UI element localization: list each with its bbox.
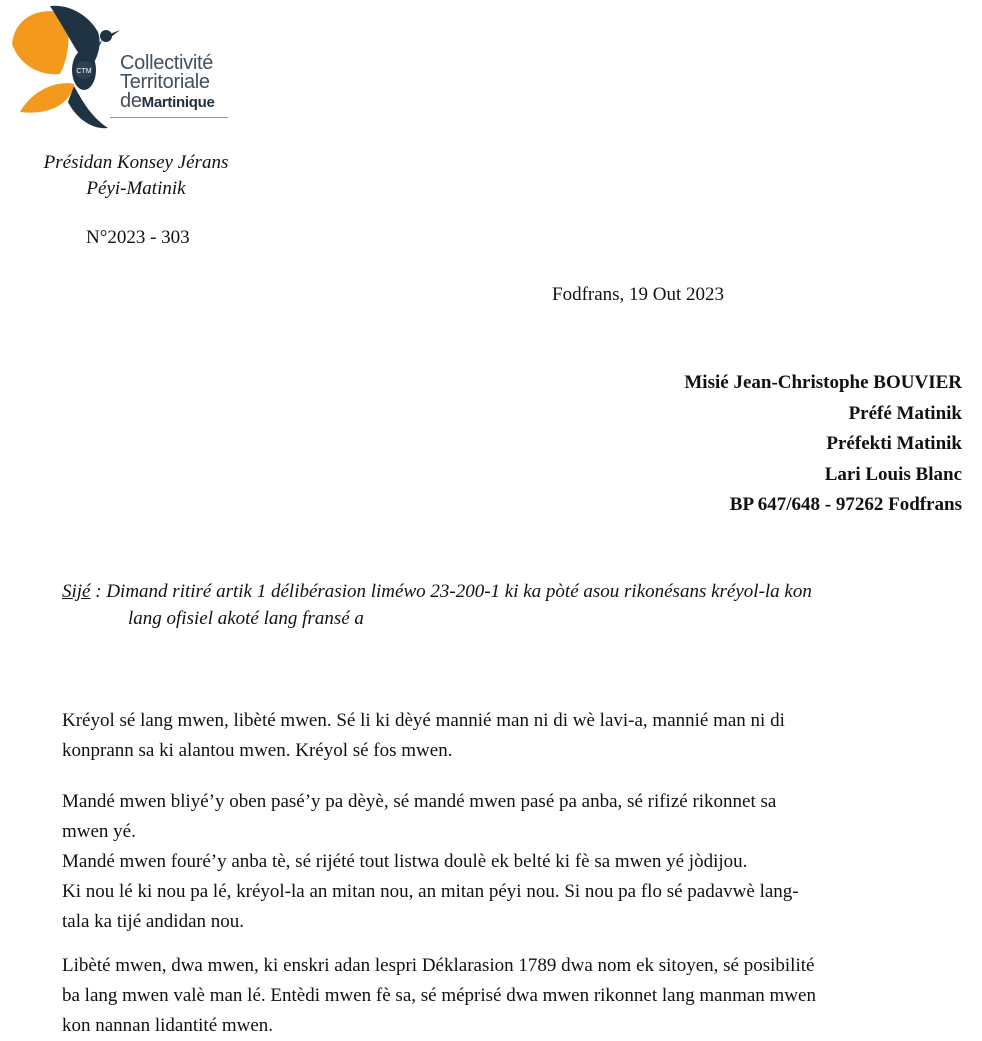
recipient-street: Lari Louis Blanc [824,463,962,485]
recipient-postal: BP 647/648 - 97262 Fodfrans [729,494,962,515]
body-line: ba lang mwen valè man lé. Entèdi mwen fè sa, sé méprisé dwa mwen rikonnet lang manman mwen [62,985,816,1006]
body-line: Libèté mwen, dwa mwen, ki enskri adan lespri Déklarasion 1789 dwa nom ek sitoyen, sé posibilité [62,955,815,976]
ctm-logo [10,4,234,134]
body-line: Mandé mwen fouré’y anba tè, sé rijété tout listwa doulè ek belté ki fè sa mwen yé jòdijou. [62,851,748,872]
sender-region: Péyi-Matinik [86,178,186,199]
body-line: konprann sa ki alantou mwen. Kréyol sé fos mwen. [62,740,453,761]
body-line: Ki nou lé ki nou pa lé, kréyol-la an mitan nou, an mitan péyi nou. Si nou pa flo sé padavwè lang- [62,881,799,902]
sender-block [20,150,252,202]
logo-line-3 [120,92,215,112]
subject-label: Sijé [62,581,91,602]
logo-line-1: Collectivité [120,52,214,74]
body-paragraph-1 [62,706,968,766]
body-line: Kréyol sé lang mwen, libèté mwen. Sé li ki dèyé mannié man ni di wè lavi-a, mannié man ni di [62,710,785,731]
body-paragraph-3 [62,951,968,1041]
reference-number: N°2023 - 303 [86,227,190,248]
subject-line-1 [62,578,966,605]
recipient-office: Préfekti Matinik [826,433,962,454]
body-line: kon nannan lidantité mwen. [62,1015,274,1036]
logo-line-3-prefix: de [120,90,142,112]
body-line: Mandé mwen bliyé’y oben pasé’y pa dèyè, sé mandé mwen pasé pa anba, sé rifizé rikonnet sa [62,791,777,812]
logo-line-3-bold: Martinique [141,94,215,111]
letter-date: Fodfrans, 19 Out 2023 [552,284,725,305]
sender-title: Présidan Konsey Jérans [43,152,229,173]
subject-block [62,578,966,632]
recipient-block [684,368,962,521]
body-line: tala ka tijé andidan nou. [62,911,245,932]
body-paragraph-2 [62,787,968,937]
subject-text-1: : Dimand ritiré artik 1 délibérasion liméwo 23-200-1 ki ka pòté asou rikonésans kréyol-la kon [90,581,812,602]
logo-wordmark [120,54,215,112]
subject-line-2: lang ofisiel akoté lang fransé a [128,608,364,629]
ctm-badge-text: CTM [76,68,92,75]
logo-divider [110,117,228,118]
butterfly-hummingbird-emblem [10,4,120,134]
logo-line-2: Territoriale [120,71,210,93]
recipient-name: Misié Jean-Christophe BOUVIER [684,372,962,393]
recipient-title: Préfé Matinik [848,402,962,424]
body-line: mwen yé. [62,821,136,842]
